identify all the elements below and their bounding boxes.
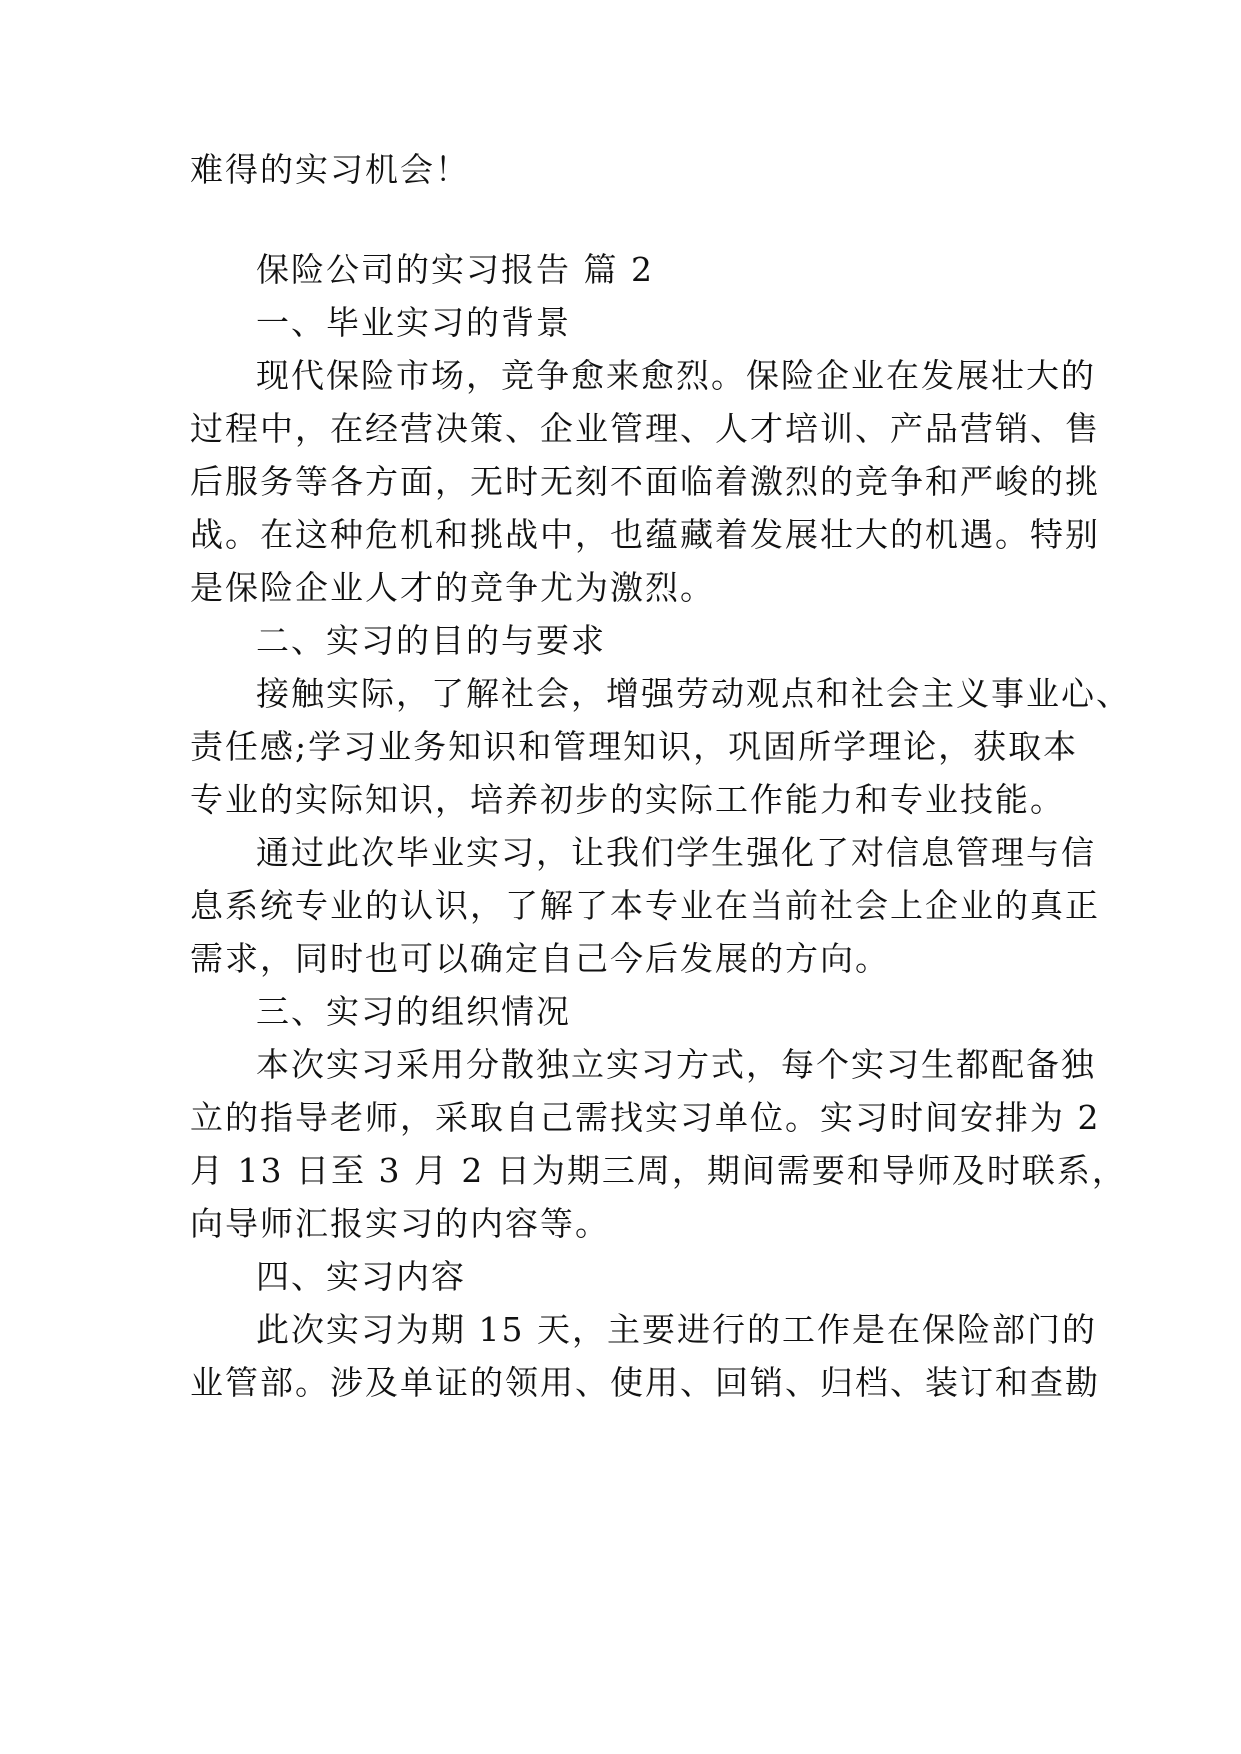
text-line: 本次实习采用分散独立实习方式，每个实习生都配备独 bbox=[256, 1045, 1096, 1084]
text-line: 向导师汇报实习的内容等。 bbox=[190, 1204, 610, 1243]
text-line: 接触实际，了解社会，增强劳动观点和社会主义事业心、 bbox=[256, 674, 1131, 713]
text-line: 月 13 日至 3 月 2 日为期三周，期间需要和导师及时联系， bbox=[190, 1151, 1127, 1190]
section-title: 保险公司的实习报告 篇 2 bbox=[256, 250, 654, 289]
text-line: 战。在这种危机和挑战中，也蕴藏着发展壮大的机遇。特别 bbox=[190, 515, 1100, 554]
text-line: 业管部。涉及单证的领用、使用、回销、归档、装订和查勘 bbox=[190, 1363, 1100, 1402]
text-line: 需求，同时也可以确定自己今后发展的方向。 bbox=[190, 939, 890, 978]
heading-background: 一、毕业实习的背景 bbox=[256, 303, 571, 342]
text-line: 难得的实习机会！ bbox=[190, 150, 470, 189]
text-line: 是保险企业人才的竞争尤为激烈。 bbox=[190, 568, 715, 607]
text-line: 过程中，在经营决策、企业管理、人才培训、产品营销、售 bbox=[190, 409, 1100, 448]
heading-organization: 三、实习的组织情况 bbox=[256, 992, 571, 1031]
text-line: 专业的实际知识，培养初步的实际工作能力和专业技能。 bbox=[190, 780, 1065, 819]
text-line: 通过此次毕业实习，让我们学生强化了对信息管理与信 bbox=[256, 833, 1096, 872]
text-line: 息系统专业的认识，了解了本专业在当前社会上企业的真正 bbox=[190, 886, 1100, 925]
text-line: 立的指导老师，采取自己需找实习单位。实习时间安排为 2 bbox=[190, 1098, 1101, 1137]
heading-purpose: 二、实习的目的与要求 bbox=[256, 621, 606, 660]
text-line: 此次实习为期 15 天，主要进行的工作是在保险部门的 bbox=[256, 1310, 1097, 1349]
text-line: 后服务等各方面，无时无刻不面临着激烈的竞争和严峻的挑 bbox=[190, 462, 1100, 501]
text-line: 责任感;学习业务知识和管理知识，巩固所学理论，获取本 bbox=[190, 727, 1079, 766]
heading-content: 四、实习内容 bbox=[256, 1257, 466, 1296]
text-line: 现代保险市场，竞争愈来愈烈。保险企业在发展壮大的 bbox=[256, 356, 1096, 395]
